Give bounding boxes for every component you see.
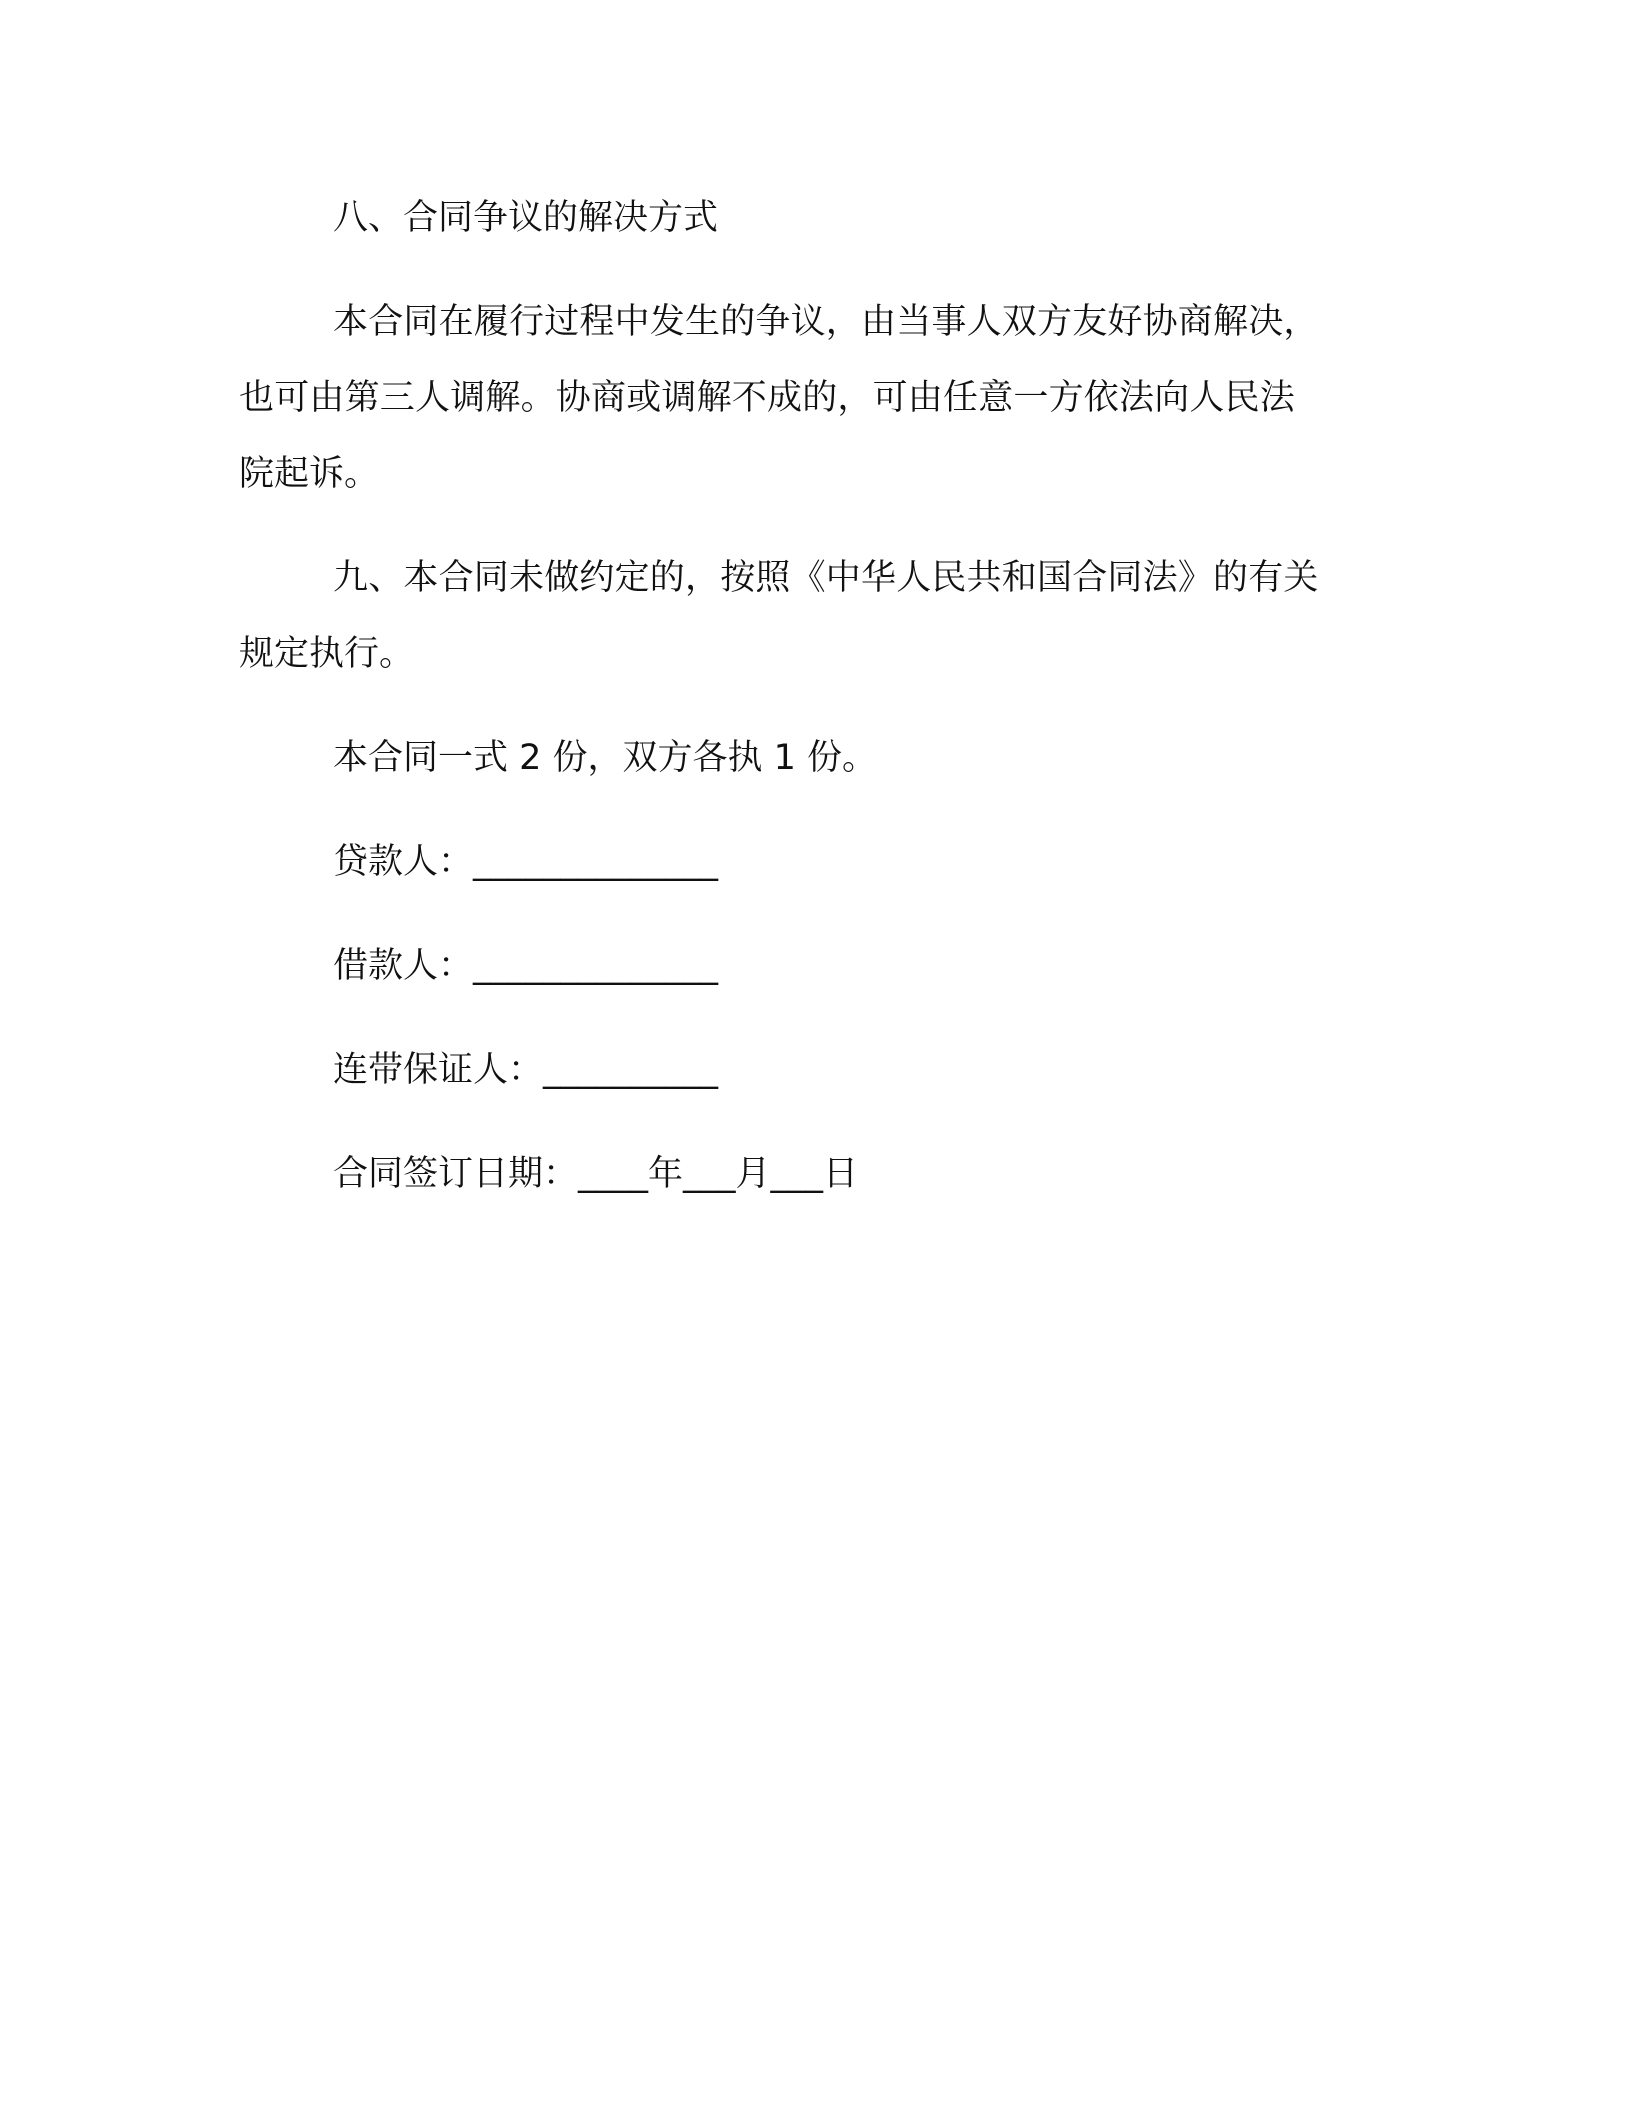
section-nine-line-1: 九、本合同未做约定的，按照《中华人民共和国合同法》的有关 bbox=[333, 558, 1319, 598]
signing-date-line: 合同签订日期：____年___月___日 bbox=[333, 1154, 859, 1194]
dispute-paragraph-line-1: 本合同在履行过程中发生的争议，由当事人双方友好协商解决， bbox=[333, 302, 1319, 342]
guarantor-signature-line: 连带保证人：__________ bbox=[333, 1050, 719, 1090]
copies-statement: 本合同一式 2 份，双方各执 1 份。 bbox=[333, 738, 878, 778]
section-nine-line-2: 规定执行。 bbox=[239, 634, 415, 674]
dispute-paragraph-line-2: 也可由第三人调解。协商或调解不成的，可由任意一方依法向人民法 bbox=[239, 378, 1296, 418]
dispute-paragraph-line-3: 院起诉。 bbox=[239, 454, 380, 494]
borrower-signature-line: 借款人：______________ bbox=[333, 946, 719, 986]
lender-signature-line: 贷款人：______________ bbox=[333, 842, 719, 882]
section-heading: 八、合同争议的解决方式 bbox=[333, 198, 719, 238]
